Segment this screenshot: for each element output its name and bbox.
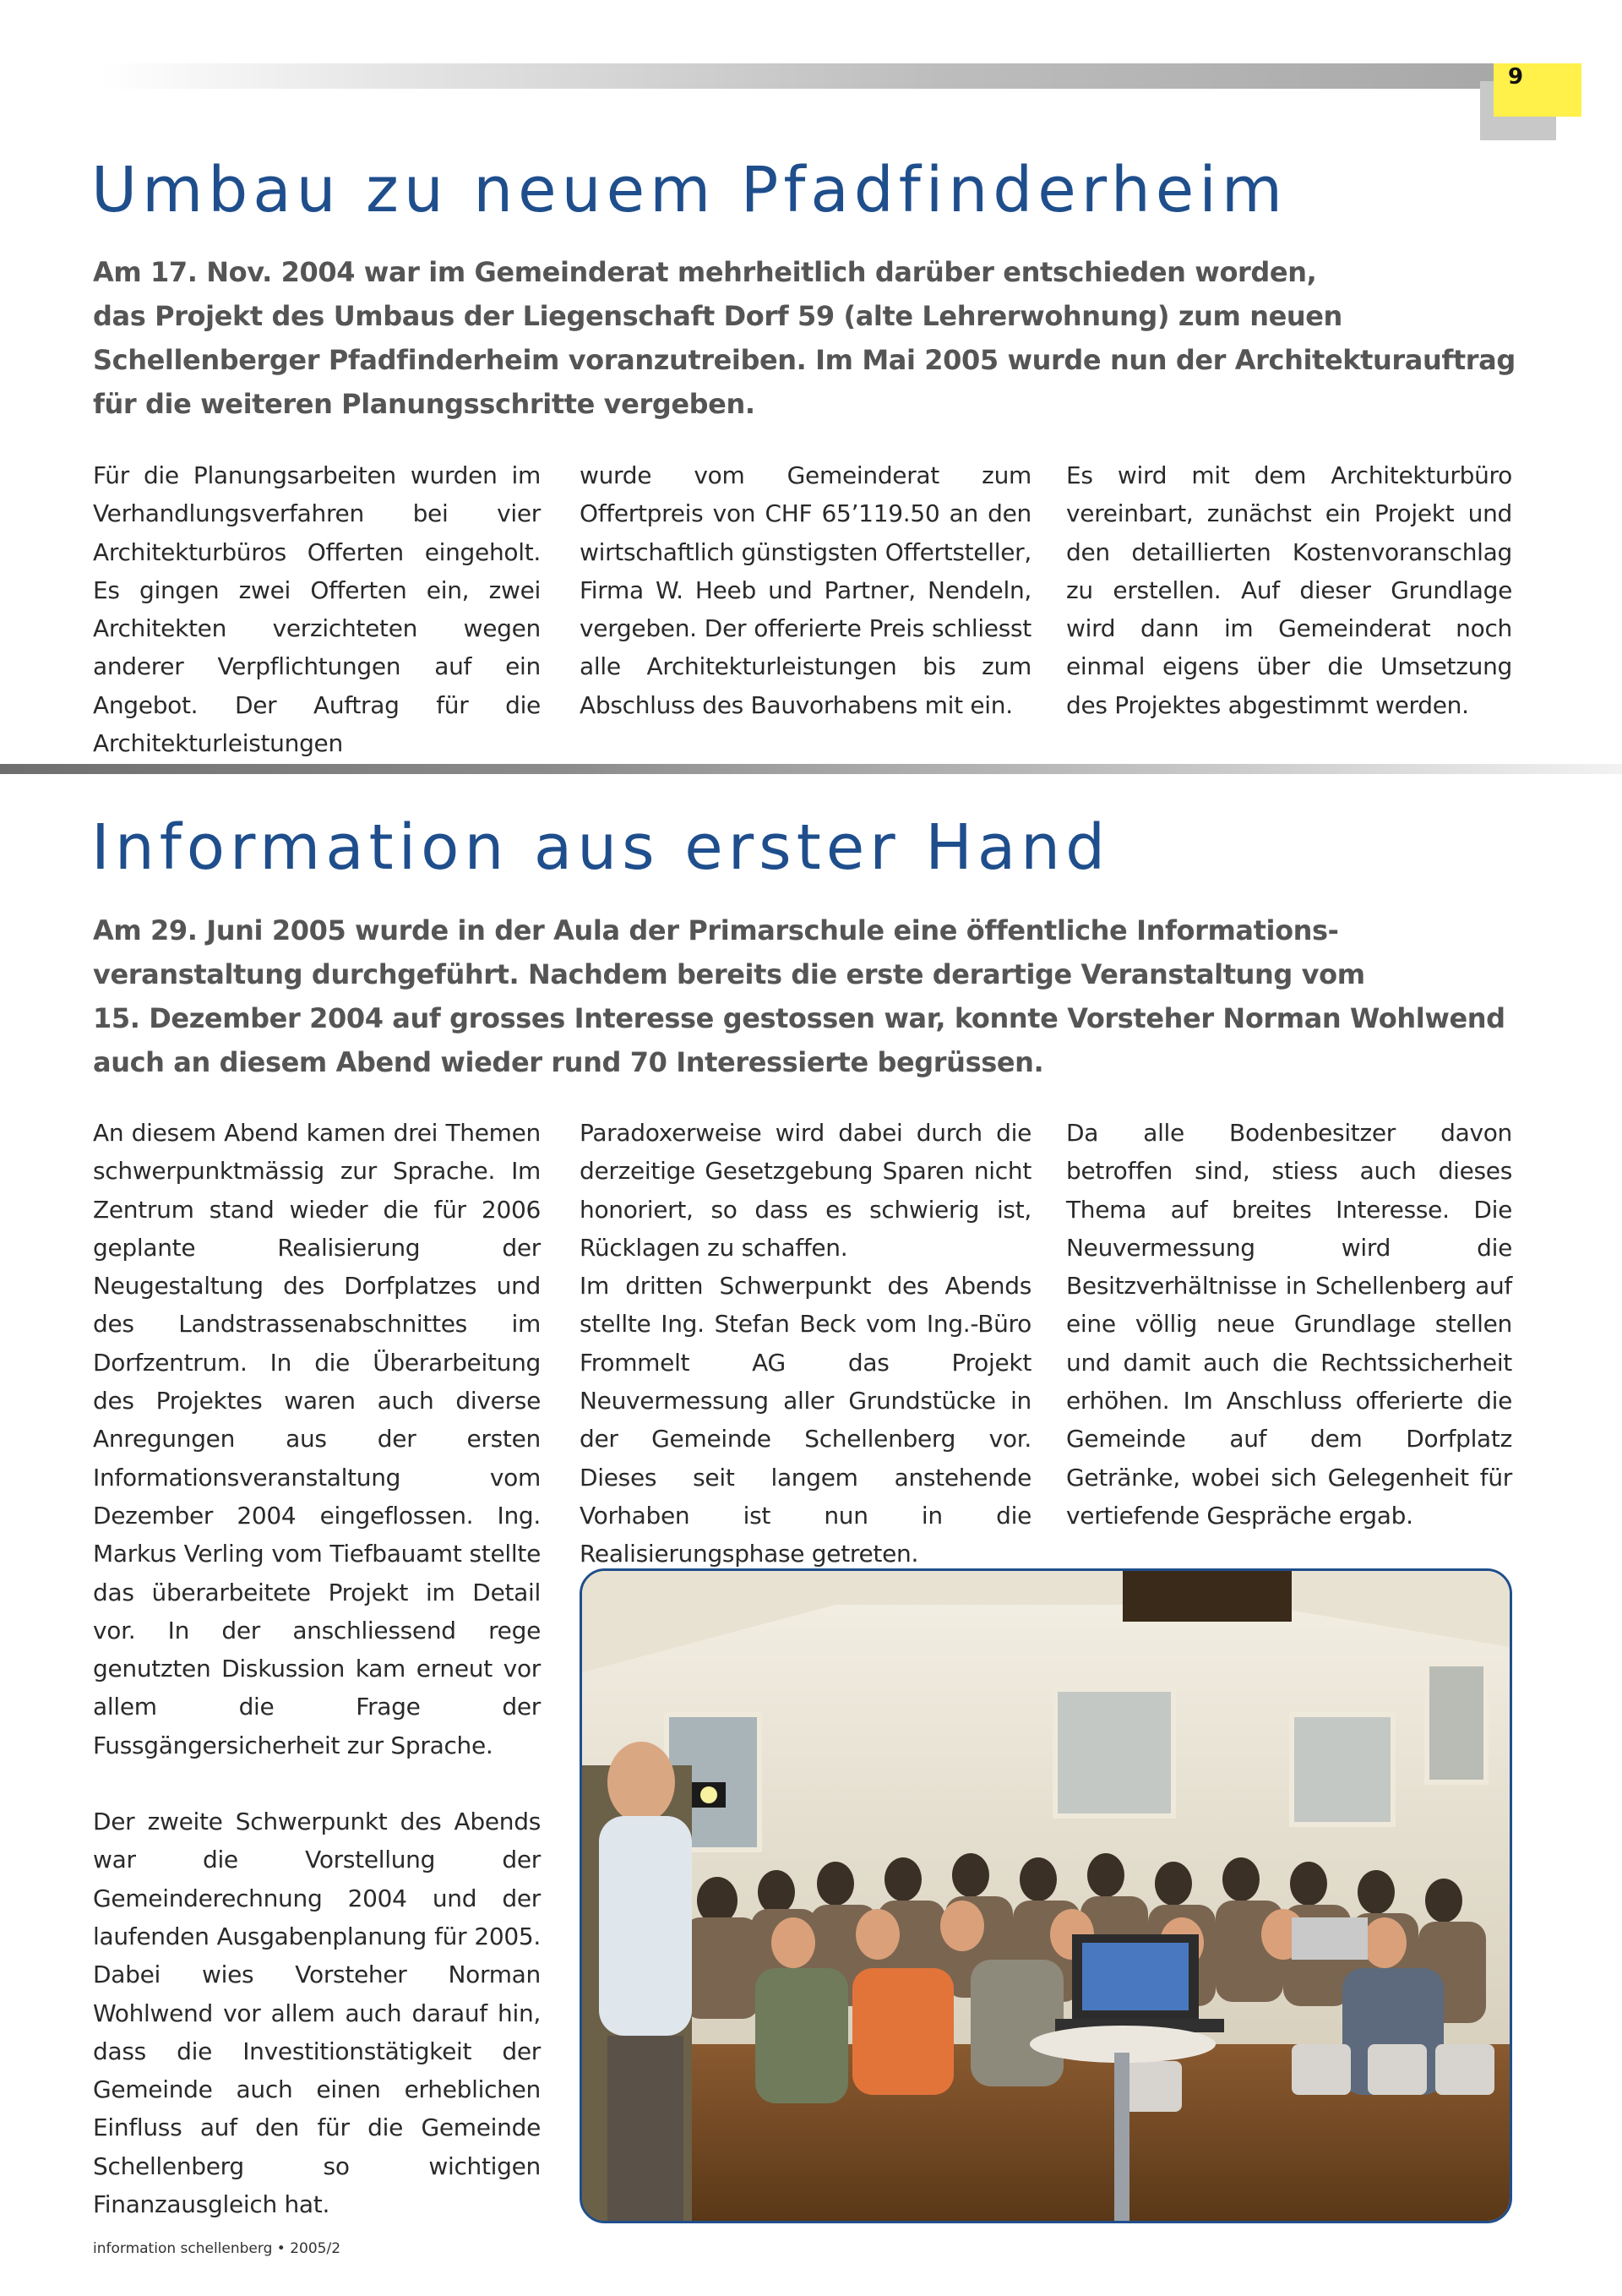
- page-number: 9: [1507, 64, 1524, 90]
- section2-lead: [93, 908, 1505, 1084]
- section1-lead-line: Schellenberger Pfadfinderheim voranzutreiben. Im Mai 2005 wurde nun der Architekturauftrag: [93, 344, 1516, 376]
- section1-lead: [93, 250, 1516, 426]
- section2-column-3: [1066, 1114, 1512, 1535]
- section2-column-2: [580, 1114, 1031, 1573]
- section2-lead-line: veranstaltung durchgeführt. Nachdem bereits die erste derartige Veranstaltung vom: [93, 958, 1365, 990]
- paragraph: An diesem Abend kamen drei Themen schwerpunktmässig zur Sprache. Im Zentrum stand wieder die für 2006 geplante Realisierung der Neugestaltung des Dorfplatzes und des Landstrassenabschnittes im Dorfzentrum. In die Überarbeitung des Projektes waren auch diverse Anregungen aus der ersten Informationsveranstaltung vom Dezember 2004 eingeflossen. Ing. Markus Verling vom Tiefbauamt stellte das überarbeitete Projekt im Detail vor. In der anschliessend rege genutzten Diskussion kam erneut vor allem die Frage der Fussgängersicherheit zur Sprache.: [93, 1119, 541, 1759]
- section1-column-3: [1066, 456, 1512, 724]
- section2-lead-line: 15. Dezember 2004 auf grosses Interesse gestossen war, konnte Vorsteher Norman Wohlwend: [93, 1002, 1505, 1034]
- section1-lead-line: Am 17. Nov. 2004 war im Gemeinderat mehrheitlich darüber entschieden worden,: [93, 256, 1317, 288]
- section2-title: Information aus erster Hand: [91, 811, 1111, 884]
- footer: information schellenberg • 2005/2: [93, 2240, 341, 2257]
- paragraph: Da alle Bodenbesitzer davon betroffen sind, stiess auch dieses Thema auf breites Interesse. Die Neuvermessung wird die Besitzverhältnisse in Schellenberg auf eine völlig neue Grundlage stellen und damit auch die Rechtssicherheit erhöhen. Im Anschluss offerierte die Gemeinde auf dem Dorfplatz Getränke, wobei sich Gelegenheit für vertiefende Gespräche ergab.: [1066, 1119, 1512, 1530]
- paragraph: Im dritten Schwerpunkt des Abends stellte Ing. Stefan Beck vom Ing.-Büro Frommelt AG das Projekt Neuvermessung aller Grundstücke in der Gemeinde Schellenberg vor. Dieses seit langem anstehende Vorhaben ist nun in die Realisierungsphase getreten.: [580, 1272, 1031, 1568]
- paragraph: Es wird mit dem Architekturbüro vereinbart, zunächst ein Projekt und den detaillierten Kostenvoranschlag zu erstellen. Auf dieser Grundlage wird dann im Gemeinderat noch einmal eigens über die Umsetzung des Projektes abgestimmt werden.: [1066, 461, 1512, 719]
- section1-lead-line: das Projekt des Umbaus der Liegenschaft Dorf 59 (alte Lehrerwohnung) zum neuen: [93, 300, 1342, 332]
- section2-lead-line: Am 29. Juni 2005 wurde in der Aula der Primarschule eine öffentliche Informations-: [93, 914, 1339, 946]
- section1-column-2: [580, 456, 1031, 724]
- section2-column-1: [93, 1114, 541, 2223]
- section-divider: [0, 764, 1622, 774]
- section1-lead-line: für die weiteren Planungsschritte vergeben.: [93, 388, 755, 420]
- paragraph: Der zweite Schwerpunkt des Abends war die Vorstellung der Gemeinderechnung 2004 und der laufenden Ausgabenplanung für 2005. Dabei wies Vorsteher Norman Wohlwend vor allem auch darauf hin, dass die Investitionstätigkeit der Gemeinde auch einen erheblichen Einfluss auf den für die Gemeinde Schellenberg so wichtigen Finanzausgleich hat.: [93, 1808, 541, 2219]
- event-photo: [580, 1568, 1512, 2223]
- header-gradient-bar: [101, 63, 1495, 89]
- section1-title: Umbau zu neuem Pfadfinderheim: [91, 154, 1287, 226]
- section1-column-1: [93, 456, 541, 762]
- paragraph: wurde vom Gemeinderat zum Offertpreis von CHF 65’119.50 an den wirtschaftlich günstigsten Offertsteller, Firma W. Heeb und Partner, Nendeln, vergeben. Der offerierte Preis schliesst alle Architekturleistungen bis zum Abschluss des Bauvorhabens mit ein.: [580, 461, 1031, 719]
- paragraph: Für die Planungsarbeiten wurden im Verhandlungsverfahren bei vier Architekturbüros Offerten eingeholt. Es gingen zwei Offerten ein, zwei Architekten verzichteten wegen anderer Verpflichtungen auf ein Angebot. Der Auftrag für die Architekturleistungen: [93, 461, 541, 758]
- paragraph: Paradoxerweise wird dabei durch die derzeitige Gesetzgebung Sparen nicht honoriert, so dass es schwierig ist, Rücklagen zu schaffen.: [580, 1119, 1031, 1262]
- event-photo-illustration: [582, 1571, 1510, 2221]
- section2-lead-line: auch an diesem Abend wieder rund 70 Interessierte begrüssen.: [93, 1046, 1044, 1078]
